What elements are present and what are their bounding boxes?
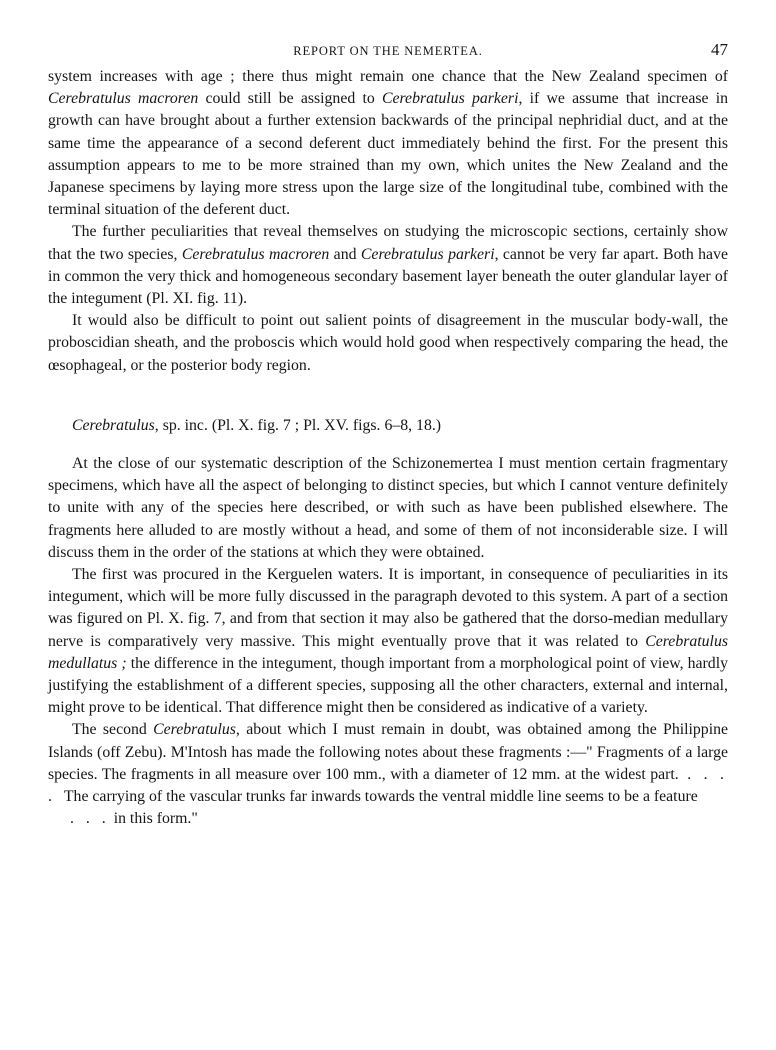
section-subheading: [48, 415, 728, 437]
text: system increases with age ; there thus might remain one chance that the New Zealand specimen of: [48, 68, 728, 85]
subheading-text: , sp. inc. (Pl. X. fig. 7 ; Pl. XV. figs. 6–8, 18.): [154, 416, 442, 434]
text: The carrying of the vascular trunks far inwards towards the ventral middle line seems to be a feature: [63, 788, 698, 806]
text: the difference in the integument, though important from a morphological point of view, hardly justifying the establishment of a different species, supposing all the other characters, external and internal, might prove to be identical. That difference might then be considered as indicative of a variety.: [48, 654, 728, 717]
text: The second: [72, 721, 154, 739]
paragraph-6: [48, 719, 728, 808]
species-name: Cerebratulus parkeri: [360, 245, 495, 263]
paragraph-2: [48, 221, 728, 310]
text: The further peculiarities that reveal themselves on studying the microscopic sections, certainly show that the two species,: [48, 223, 728, 263]
text: could still be assigned to: [198, 90, 382, 108]
text: The first was procured in the Kerguelen waters. It is important, in consequence of peculiarities in its integument, which will be more fully discussed in the paragraph devoted to this system. A part of a section was figured on Pl. X. fig. 7, and from that section it may also be gathered that the dorso-median medullary nerve is comparatively very massive. This might eventually prove that it was related to: [48, 566, 728, 650]
text: , cannot be very far apart. Both have in common the very thick and homogeneous secondary basement layer beneath the outer glandular layer of the integument (Pl. XI. fig. 11).: [48, 245, 728, 308]
species-name: Cerebratulus macroren: [181, 245, 330, 263]
paragraph-5: [48, 564, 728, 719]
genus-name: Cerebratulus,: [153, 721, 240, 739]
page-number: 47: [711, 40, 728, 59]
text: about which I must remain in doubt, was obtained among the Philippine Islands (off Zebu). M'Intosh has made the following notes about these fragments :—" Fragments of a large species. The fragments in all measure over 100 mm., with a diameter of 12 mm. at the widest part.: [48, 721, 728, 783]
species-name: Cerebratulus macroren: [48, 90, 199, 108]
paragraph-3: [48, 310, 728, 377]
page-header: [48, 40, 728, 66]
species-name: Cerebratulus medullatus ;: [48, 632, 728, 672]
paragraph-4: [48, 453, 728, 564]
text: and: [329, 245, 361, 263]
text: in this form.": [109, 810, 198, 828]
running-head: REPORT ON THE NEMERTEA.: [293, 44, 483, 58]
text: , if we assume that increase in growth can have brought about a further extension backwards of the principal nephridial duct, and at the same time the appearance of a second deferent duct immediately behind the first. For the present this assumption appears to me to be more strained than my own, which unites the New Zealand and the Japanese specimens by laying more stress upon the large size of the longitudinal tube, combined with the terminal situation of the deferent duct.: [48, 90, 728, 219]
species-name: Cerebratulus parkeri: [381, 90, 519, 108]
text: It would also be difficult to point out salient points of disagreement in the muscular body-wall, the proboscidian sheath, and the proboscis which would hold good when respectively comparing the head, the œsophageal, or the posterior body region.: [48, 312, 728, 374]
paragraph-6-end: [48, 808, 728, 830]
ellipsis: . . . .: [48, 765, 728, 806]
text: At the close of our systematic description of the Schizonemertea I must mention certain fragmentary specimens, which have all the aspect of belonging to distinct species, but which I cannot venture definitely to unite with any of the species here described, or with such as have been published elsewhere. The fragments here alluded to are mostly without a head, and some of them of not inconsiderable size. I will discuss them in the order of the stations at which they were obtained.: [48, 455, 728, 561]
paragraph-1: [48, 66, 728, 221]
genus-name: Cerebratulus: [72, 416, 155, 434]
ellipsis: . . .: [70, 810, 110, 828]
page: [48, 40, 728, 831]
